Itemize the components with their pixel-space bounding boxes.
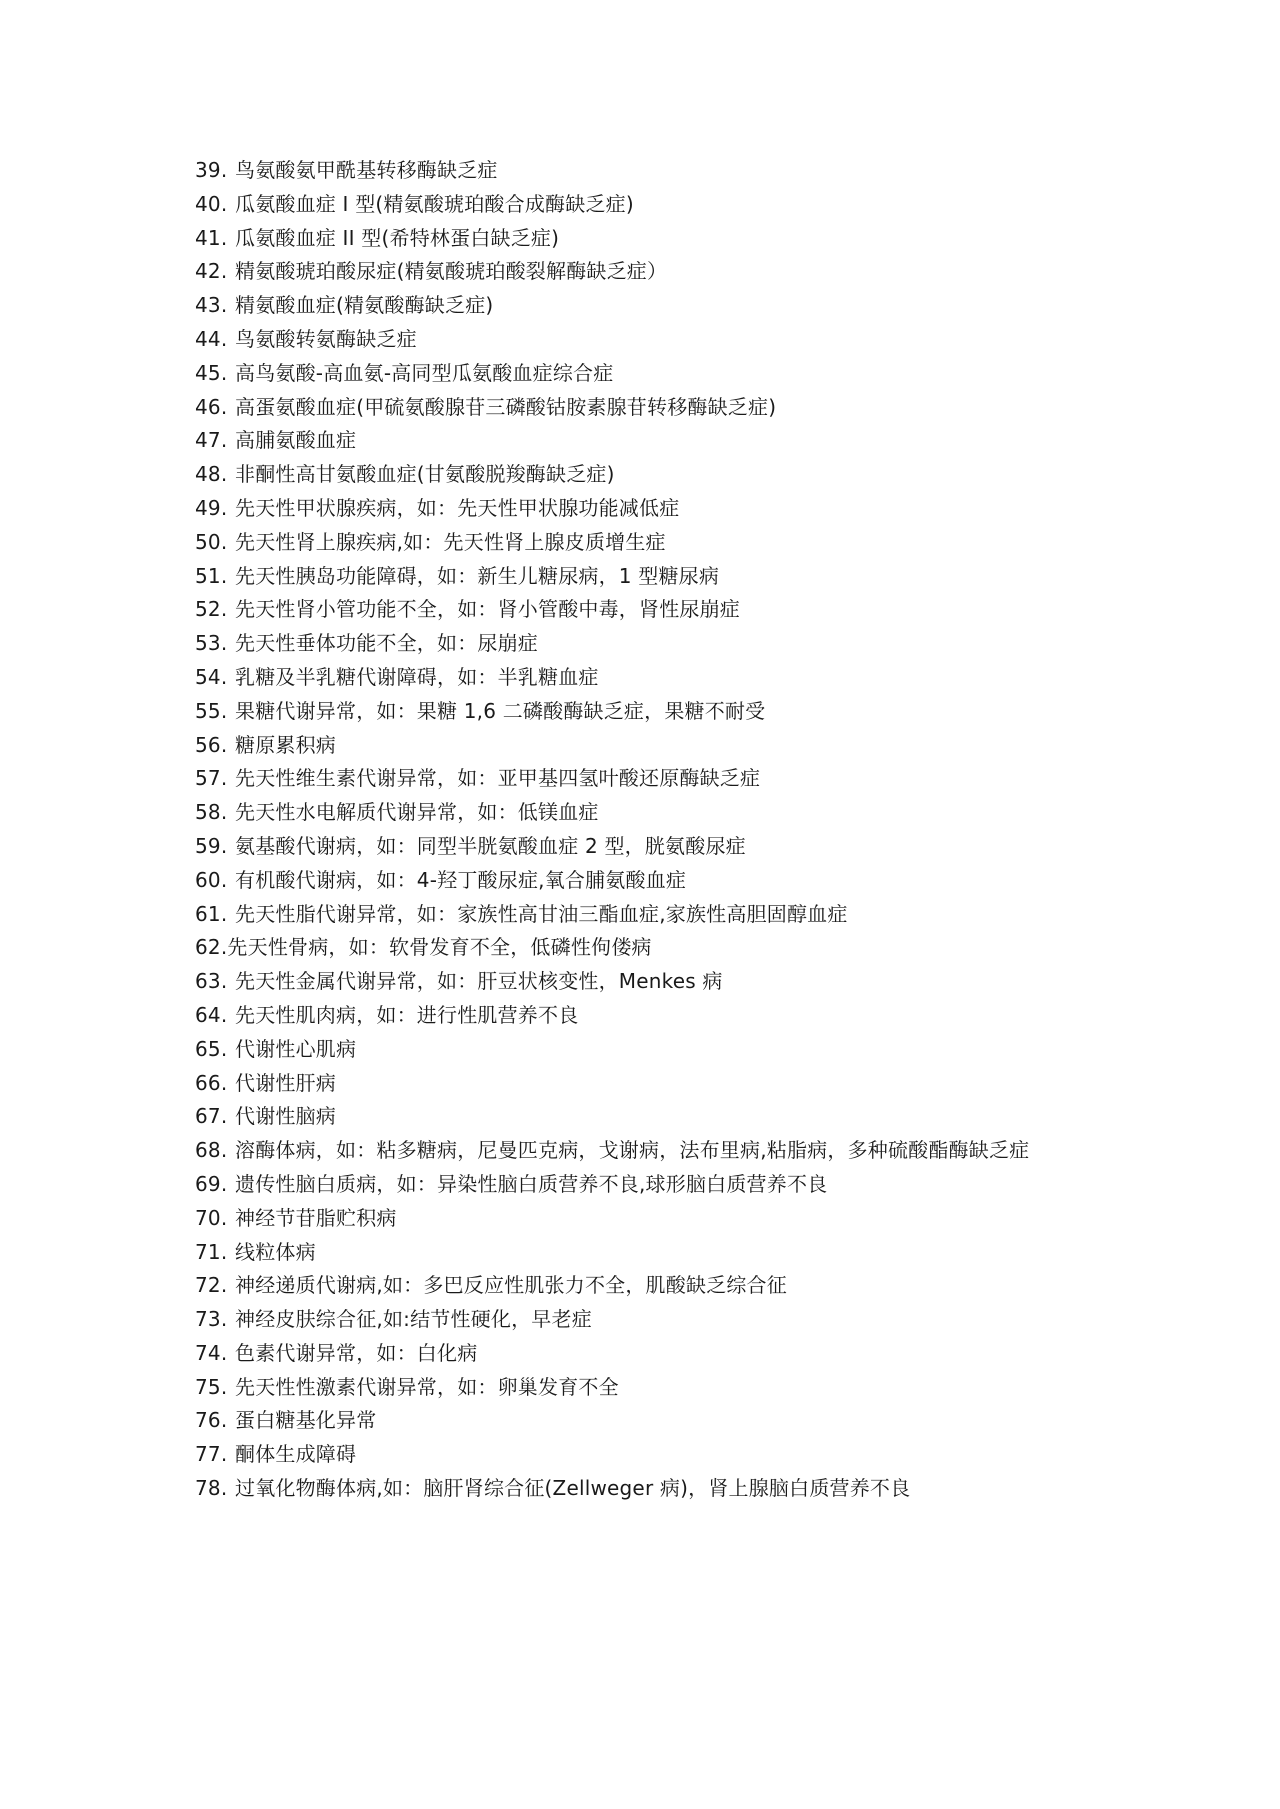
item-number: 51. xyxy=(195,563,228,588)
item-text: 先天性胰岛功能障碍，如：新生儿糖尿病，1 型糖尿病 xyxy=(235,563,720,588)
item-number: 67. xyxy=(195,1104,228,1129)
item-text: 先天性金属代谢异常，如：肝豆状核变性，Menkes 病 xyxy=(235,969,723,994)
item-number: 77. xyxy=(195,1442,228,1467)
item-text: 线粒体病 xyxy=(235,1239,316,1264)
list-item xyxy=(195,1472,1095,1506)
item-text: 精氨酸血症(精氨酸酶缺乏症) xyxy=(235,293,494,318)
item-text: 高鸟氨酸-高血氨-高同型瓜氨酸血症综合症 xyxy=(235,360,614,385)
item-text: 高蛋氨酸血症(甲硫氨酸腺苷三磷酸钴胺素腺苷转移酶缺乏症) xyxy=(235,394,777,419)
item-text: 代谢性肝病 xyxy=(235,1070,336,1095)
item-number: 69. xyxy=(195,1171,228,1196)
item-number: 71. xyxy=(195,1239,228,1264)
item-number: 62. xyxy=(195,935,228,960)
item-number: 57. xyxy=(195,766,228,791)
item-number: 56. xyxy=(195,732,228,757)
list-item xyxy=(195,1067,1095,1101)
list-item xyxy=(195,661,1095,695)
list-item xyxy=(195,458,1095,492)
list-item xyxy=(195,695,1095,729)
item-number: 61. xyxy=(195,901,228,926)
list-item xyxy=(195,1371,1095,1405)
item-text: 精氨酸琥珀酸尿症(精氨酸琥珀酸裂解酶缺乏症） xyxy=(235,259,668,284)
item-number: 39. xyxy=(195,158,228,182)
item-text: 酮体生成障碍 xyxy=(235,1442,357,1467)
item-number: 70. xyxy=(195,1205,228,1230)
item-text: 高脯氨酸血症 xyxy=(235,428,357,453)
item-text: 先天性水电解质代谢异常，如：低镁血症 xyxy=(235,800,599,825)
list-item xyxy=(195,1033,1095,1067)
list-item xyxy=(195,1269,1095,1303)
item-number: 44. xyxy=(195,326,228,351)
item-text: 代谢性脑病 xyxy=(235,1104,336,1129)
list-item xyxy=(195,965,1095,999)
item-text: 鸟氨酸氨甲酰基转移酶缺乏症 xyxy=(235,158,498,182)
item-text: 瓜氨酸血症 I 型(精氨酸琥珀酸合成酶缺乏症) xyxy=(235,191,634,216)
item-number: 58. xyxy=(195,800,228,825)
item-number: 66. xyxy=(195,1070,228,1095)
item-text: 先天性肌肉病，如：进行性肌营养不良 xyxy=(235,1002,579,1027)
list-item xyxy=(195,593,1095,627)
item-number: 63. xyxy=(195,969,228,994)
list-item xyxy=(195,526,1095,560)
item-text: 非酮性高甘氨酸血症(甘氨酸脱羧酶缺乏症) xyxy=(235,462,615,487)
list-item xyxy=(195,999,1095,1033)
list-item xyxy=(195,289,1095,323)
item-number: 50. xyxy=(195,529,228,554)
list-item xyxy=(195,154,1095,188)
list-item xyxy=(195,1202,1095,1236)
item-text: 神经节苷脂贮积病 xyxy=(235,1205,397,1230)
item-number: 54. xyxy=(195,664,228,689)
disease-list xyxy=(195,154,1095,1506)
item-number: 59. xyxy=(195,833,228,858)
list-item xyxy=(195,1134,1095,1168)
item-text: 遗传性脑白质病，如：异染性脑白质营养不良,球形脑白质营养不良 xyxy=(235,1171,828,1196)
item-text: 溶酶体病，如：粘多糖病，尼曼匹克病，戈谢病，法布里病,粘脂病，多种硫酸酯酶缺乏症 xyxy=(235,1138,1030,1163)
list-item xyxy=(195,391,1095,425)
item-text: 瓜氨酸血症 II 型(希特林蛋白缺乏症) xyxy=(235,225,560,250)
list-item xyxy=(195,1236,1095,1270)
list-item xyxy=(195,864,1095,898)
list-item xyxy=(195,1100,1095,1134)
item-number: 68. xyxy=(195,1138,228,1163)
item-number: 75. xyxy=(195,1374,228,1399)
item-number: 72. xyxy=(195,1273,228,1298)
list-item xyxy=(195,323,1095,357)
item-number: 52. xyxy=(195,597,228,622)
list-item xyxy=(195,222,1095,256)
item-text: 先天性骨病，如：软骨发育不全，低磷性佝偻病 xyxy=(227,935,652,960)
item-number: 49. xyxy=(195,495,228,520)
item-number: 53. xyxy=(195,631,228,656)
item-text: 乳糖及半乳糖代谢障碍，如：半乳糖血症 xyxy=(235,664,599,689)
item-text: 先天性肾上腺疾病,如：先天性肾上腺皮质增生症 xyxy=(235,529,666,554)
list-item xyxy=(195,898,1095,932)
item-number: 74. xyxy=(195,1340,228,1365)
item-number: 41. xyxy=(195,225,228,250)
list-item xyxy=(195,1303,1095,1337)
item-number: 42. xyxy=(195,259,228,284)
list-item xyxy=(195,729,1095,763)
item-number: 65. xyxy=(195,1036,228,1061)
item-text: 色素代谢异常，如：白化病 xyxy=(235,1340,478,1365)
item-number: 47. xyxy=(195,428,228,453)
item-text: 过氧化物酶体病,如：脑肝肾综合征(Zellweger 病)，肾上腺脑白质营养不良 xyxy=(235,1476,911,1501)
item-text: 先天性垂体功能不全，如：尿崩症 xyxy=(235,631,538,656)
item-number: 40. xyxy=(195,191,228,216)
item-number: 43. xyxy=(195,293,228,318)
list-item xyxy=(195,357,1095,391)
item-number: 46. xyxy=(195,394,228,419)
item-number: 60. xyxy=(195,867,228,892)
item-text: 蛋白糖基化异常 xyxy=(235,1408,377,1433)
list-item xyxy=(195,560,1095,594)
item-number: 64. xyxy=(195,1002,228,1027)
item-number: 48. xyxy=(195,462,228,487)
item-number: 55. xyxy=(195,698,228,723)
list-item xyxy=(195,492,1095,526)
item-text: 果糖代谢异常，如：果糖 1,6 二磷酸酶缺乏症，果糖不耐受 xyxy=(235,698,766,723)
item-text: 糖原累积病 xyxy=(235,732,336,757)
item-text: 先天性甲状腺疾病，如：先天性甲状腺功能减低症 xyxy=(235,495,680,520)
item-text: 先天性肾小管功能不全，如：肾小管酸中毒，肾性尿崩症 xyxy=(235,597,740,622)
item-number: 76. xyxy=(195,1408,228,1433)
item-number: 73. xyxy=(195,1307,228,1332)
list-item xyxy=(195,1404,1095,1438)
item-number: 78. xyxy=(195,1476,228,1501)
list-item xyxy=(195,830,1095,864)
item-text: 神经皮肤综合征,如:结节性硬化，早老症 xyxy=(235,1307,592,1332)
list-item xyxy=(195,1438,1095,1472)
item-text: 鸟氨酸转氨酶缺乏症 xyxy=(235,326,417,351)
item-text: 氨基酸代谢病，如：同型半胱氨酸血症 2 型，胱氨酸尿症 xyxy=(235,833,746,858)
list-item xyxy=(195,931,1095,965)
item-text: 先天性维生素代谢异常，如：亚甲基四氢叶酸还原酶缺乏症 xyxy=(235,766,761,791)
list-item xyxy=(195,762,1095,796)
item-text: 先天性性激素代谢异常，如：卵巢发育不全 xyxy=(235,1374,619,1399)
list-item xyxy=(195,424,1095,458)
item-number: 45. xyxy=(195,360,228,385)
list-item xyxy=(195,188,1095,222)
item-text: 有机酸代谢病，如：4-羟丁酸尿症,氧合脯氨酸血症 xyxy=(235,867,687,892)
list-item xyxy=(195,627,1095,661)
item-text: 神经递质代谢病,如：多巴反应性肌张力不全，肌酸缺乏综合征 xyxy=(235,1273,787,1298)
item-text: 先天性脂代谢异常，如：家族性高甘油三酯血症,家族性高胆固醇血症 xyxy=(235,901,848,926)
list-item xyxy=(195,1337,1095,1371)
list-item xyxy=(195,255,1095,289)
item-text: 代谢性心肌病 xyxy=(235,1036,357,1061)
list-item xyxy=(195,796,1095,830)
list-item xyxy=(195,1168,1095,1202)
